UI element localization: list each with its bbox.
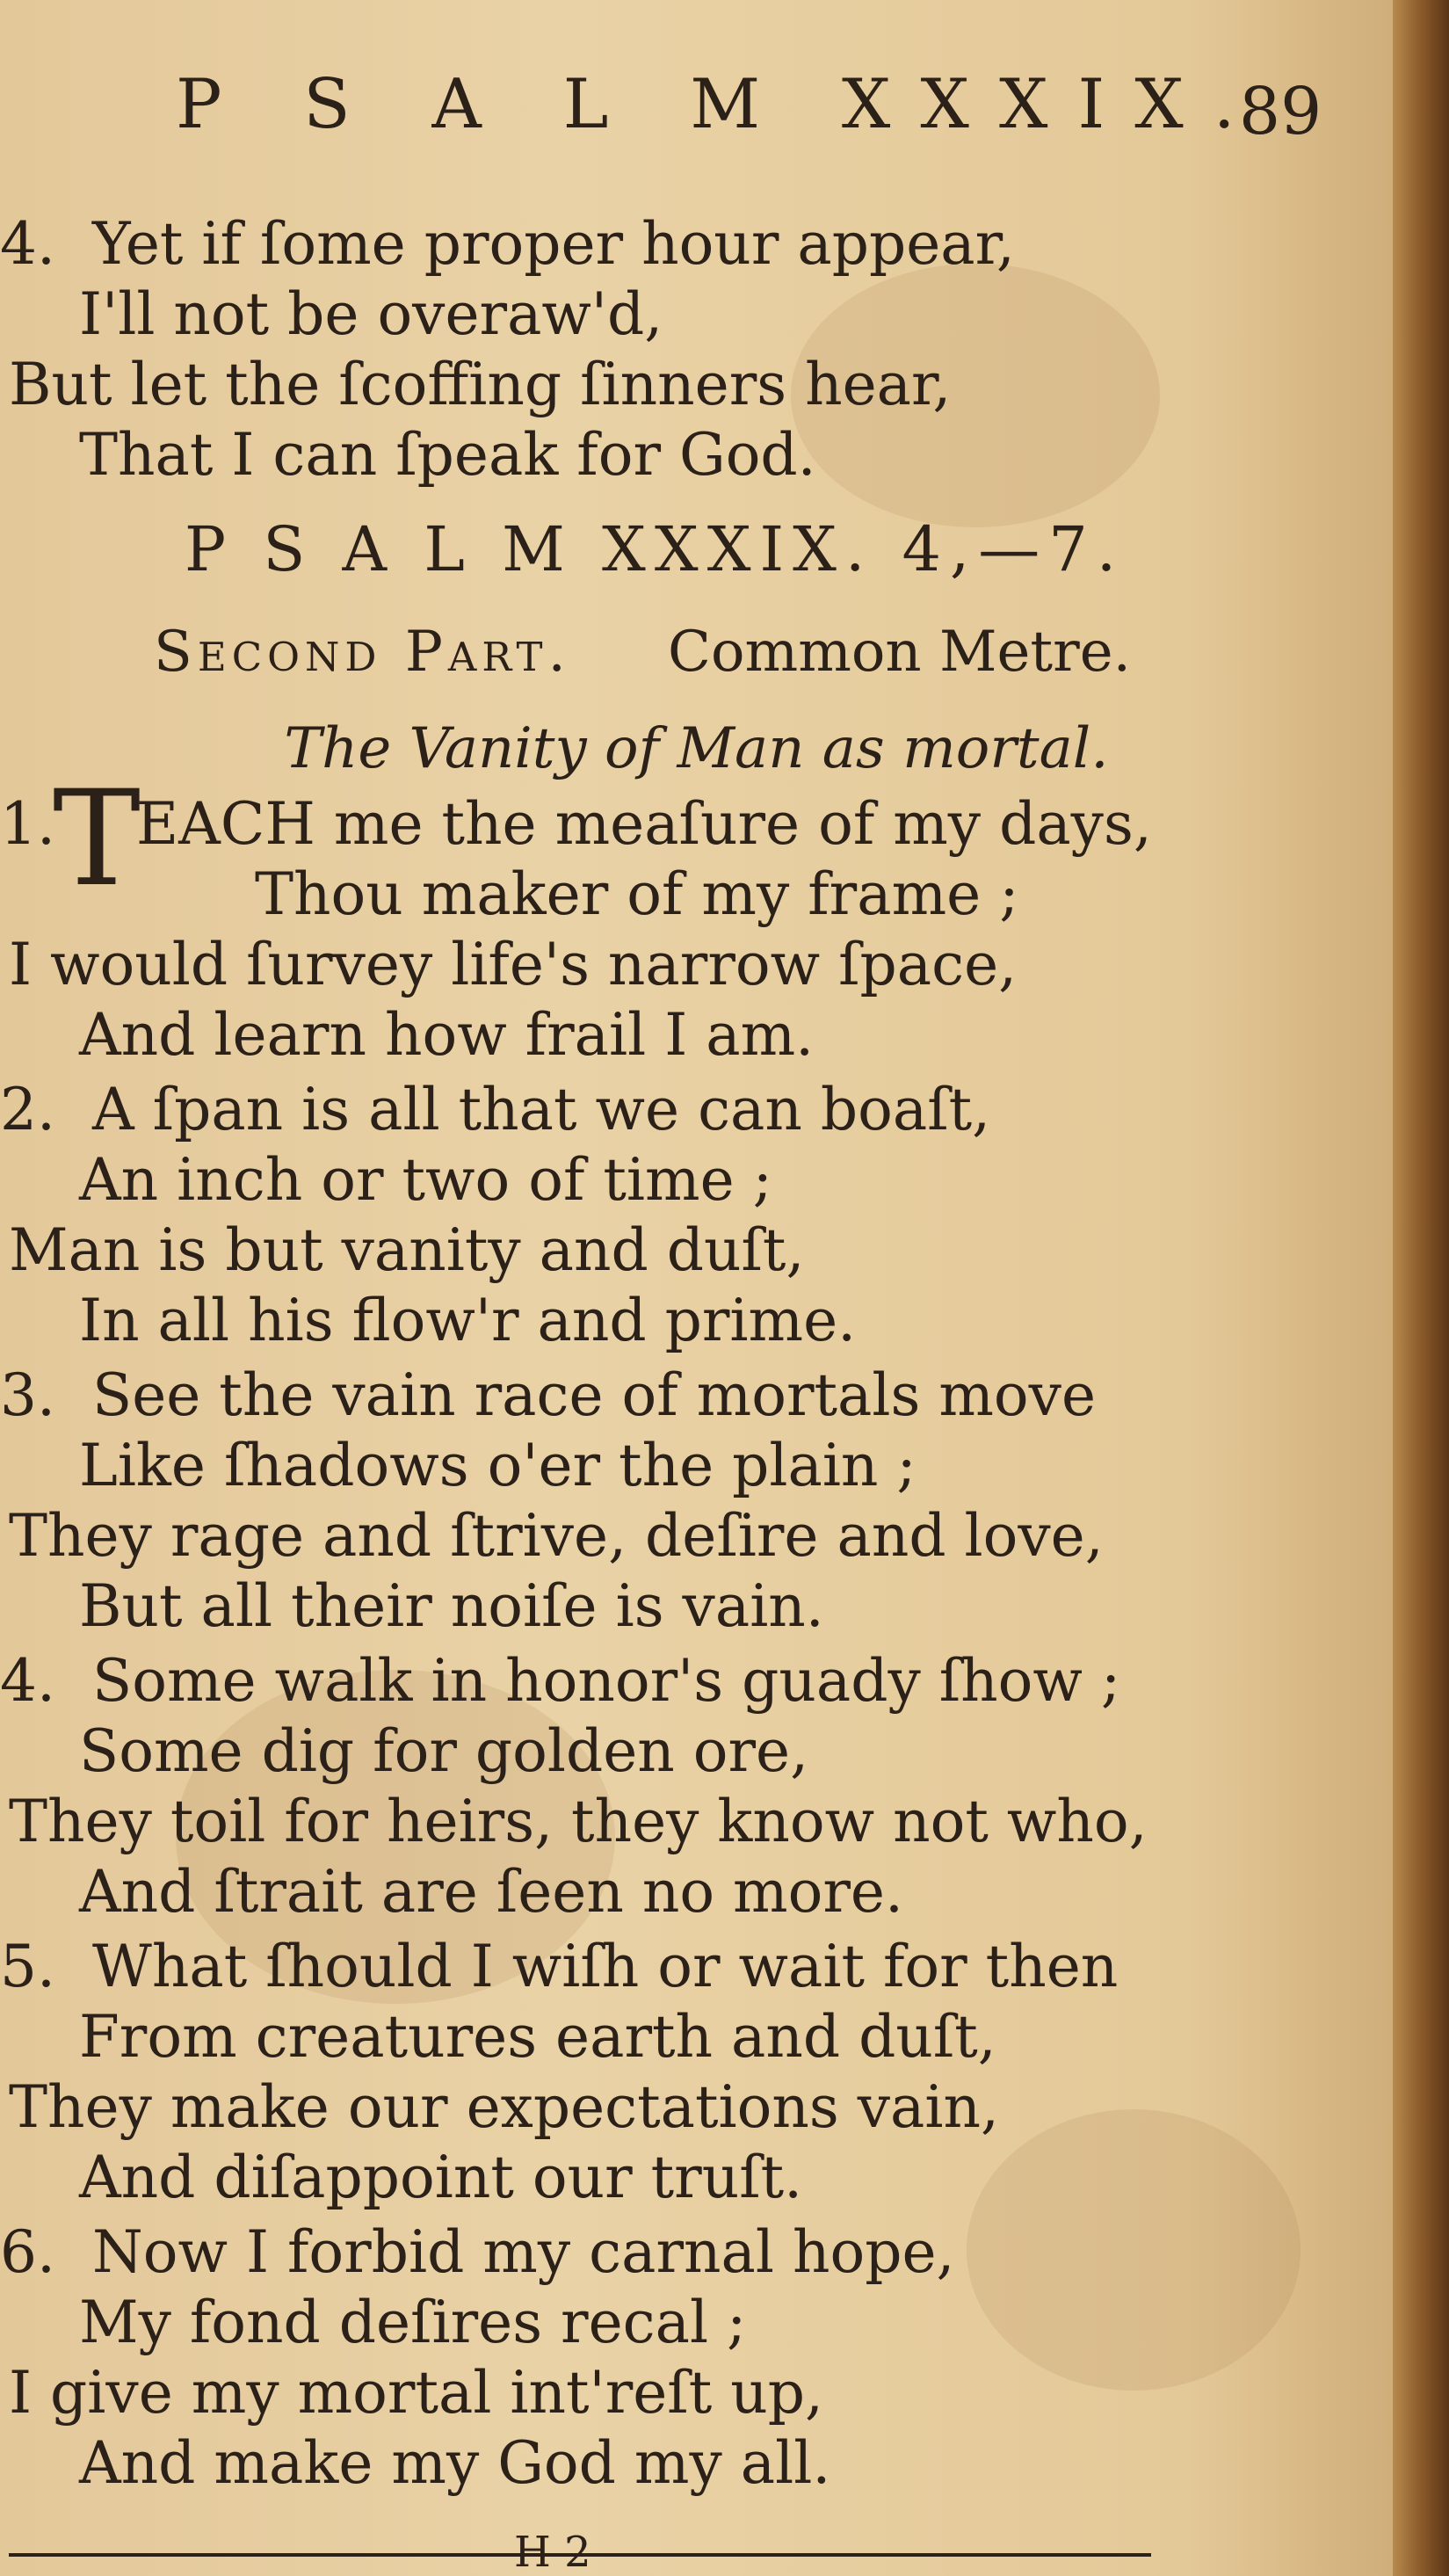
verse-line: I give my mortal int'reſt up,	[9, 2359, 823, 2427]
part-name: Second Part.	[154, 620, 571, 685]
verse-line: My fond deſires recal ;	[79, 2289, 747, 2356]
drop-cap: T	[53, 763, 141, 916]
verse-line: And learn how frail I am.	[79, 1001, 815, 1069]
psalm-title: P S A L M XXXIX. 4,—7.	[185, 513, 1126, 585]
stanza-number: 1.	[0, 790, 55, 858]
verse-line: What ſhould I wiſh or wait for then	[92, 1933, 1119, 2000]
metre: Common Metre.	[668, 620, 1131, 685]
verse-line: Man is but vanity and duſt,	[9, 1216, 805, 1284]
signature-mark: H 2	[514, 2528, 591, 2576]
page-number: 89	[1239, 74, 1322, 149]
paper-stain	[967, 2109, 1300, 2391]
verse-line: Thou maker of my frame ;	[255, 860, 1019, 928]
book-gutter	[1393, 0, 1449, 2576]
verse-line: And make my God my all.	[79, 2429, 831, 2497]
verse-line: A ſpan is all that we can boaſt,	[92, 1076, 991, 1143]
verse-line: I would ſurvey life's narrow ſpace,	[9, 931, 1018, 998]
stanza-number: 6.	[0, 2218, 55, 2286]
verse-line: Yet if ſome proper hour appear,	[92, 210, 1015, 278]
verse-line: They make our expectations vain,	[9, 2073, 999, 2141]
running-head: P S A L M XXXIX.	[176, 65, 1265, 144]
verse-line: Like ſhadows o'er the plain ;	[79, 1432, 916, 1499]
verse-line: Now I forbid my carnal hope,	[92, 2218, 955, 2286]
verse-line: I'll not be overaw'd,	[79, 280, 663, 348]
verse-line: They toil for heirs, they know not who,	[9, 1788, 1148, 1855]
stanza-number: 4.	[0, 210, 55, 278]
verse-line: But all their noiſe is vain.	[79, 1572, 824, 1640]
verse-line: From creatures earth and duſt,	[79, 2003, 996, 2071]
psalm-subject: The Vanity of Man as mortal.	[284, 716, 1109, 781]
verse-line: Some walk in honor's guady ſhow ;	[92, 1647, 1121, 1715]
page-header	[0, 62, 1393, 158]
verse-line: But let the ſcoffing ſinners hear,	[9, 351, 952, 418]
verse-line: They rage and ſtrive, deſire and love,	[9, 1502, 1104, 1570]
verse-line: In all his flow'r and prime.	[79, 1287, 857, 1354]
stanza-number: 3.	[0, 1361, 55, 1429]
verse-line: Some dig for golden ore,	[79, 1717, 809, 1785]
verse-line: See the vain race of mortals move	[92, 1361, 1097, 1429]
part-heading	[154, 620, 1279, 694]
stanza-number: 2.	[0, 1076, 55, 1143]
verse-line: And ſtrait are ſeen no more.	[79, 1858, 903, 1926]
stanza-number: 4.	[0, 1647, 55, 1715]
verse-line: And diſappoint our truſt.	[79, 2144, 803, 2211]
verse-line: An inch or two of time ;	[79, 1146, 772, 1214]
verse-line: That I can ſpeak for God.	[79, 421, 816, 489]
stanza-number: 5.	[0, 1933, 55, 2000]
verse-line: EACH me the meaſure of my days,	[136, 790, 1152, 858]
